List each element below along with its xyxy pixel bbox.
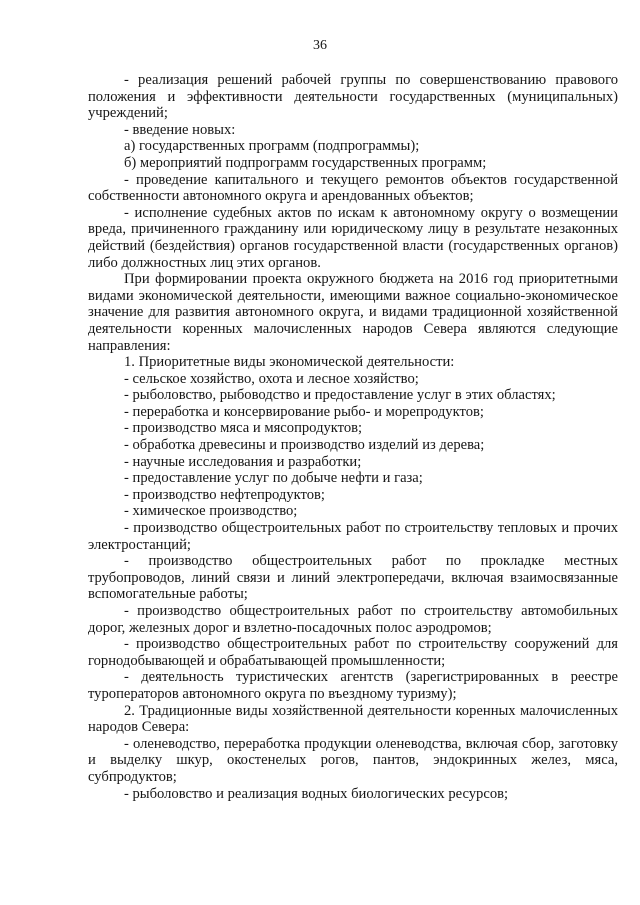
list-item: - химическое производство;: [124, 503, 298, 520]
document-body: [88, 72, 618, 802]
list-item: - предоставление услуг по добыче нефти и газа;: [124, 470, 423, 487]
paragraph-subprogram-measures: б) мероприятий подпрограмм государственных программ;: [124, 154, 487, 171]
list-item: - производство мяса и мясопродуктов;: [124, 420, 363, 437]
paragraph-court-acts: - исполнение судебных актов по искам к автономному округу о возмещении вреда, причиненного гражданину или юридическому лицу в результате незаконных действий (бездействия) органов государственной власти (государственных органов) либо должностных лиц этих органов.: [88, 204, 618, 271]
list-item: - научные исследования и разработки;: [124, 453, 362, 470]
paragraph-working-group: - реализация решений рабочей группы по совершенствованию правового положения и эффективности деятельности государственных (муниципальных) учреждений;: [88, 72, 618, 122]
paragraph-introduction-new: - введение новых:: [124, 121, 236, 138]
list-item: - сельское хозяйство, охота и лесное хозяйство;: [124, 370, 419, 387]
page-number: 36: [313, 38, 327, 53]
list-item: - производство общестроительных работ по строительству сооружений для горнодобывающей и обрабатывающей промышленности;: [88, 636, 618, 669]
list-item: - производство общестроительных работ по прокладке местных трубопроводов, линий связи и линий электропередачи, включая взаимосвязанные вспомогательные работы;: [88, 553, 618, 603]
list-item: - производство нефтепродуктов;: [124, 486, 325, 503]
list-item: - переработка и консервирование рыбо- и морепродуктов;: [124, 403, 484, 420]
list-item: - рыболовство, рыбоводство и предоставление услуг в этих областях;: [124, 387, 556, 404]
list-item: - деятельность туристических агентств (зарегистрированных в реестре туроператоров автономного округа по въездному туризму);: [88, 669, 618, 702]
list-item: - оленеводство, переработка продукции оленеводства, включая сбор, заготовку и выделку шкур, окостенелых рогов, пантов, эндокринных желез, мяса, субпродуктов;: [88, 735, 618, 785]
list-item: - рыболовство и реализация водных биологических ресурсов;: [124, 785, 509, 802]
list-item: - производство общестроительных работ по строительству автомобильных дорог, железных дорог и взлетно-посадочных полос аэродромов;: [88, 603, 618, 636]
paragraph-budget-formation: При формировании проекта окружного бюджета на 2016 год приоритетными видами экономической деятельности, имеющими важное социально-экономическое значение для развития автономного округа, и видами традиционной хозяйственной деятельности коренных малочисленных народов Севера являются следующие направления:: [88, 271, 618, 354]
paragraph-state-programs: а) государственных программ (подпрограммы);: [124, 138, 420, 155]
section-heading-traditional-activities: 2. Традиционные виды хозяйственной деятельности коренных малочисленных народов Севера:: [88, 702, 618, 736]
list-item: - производство общестроительных работ по строительству тепловых и прочих электростанций;: [88, 520, 618, 553]
list-item: - обработка древесины и производство изделий из дерева;: [124, 437, 485, 454]
paragraph-repairs: - проведение капитального и текущего ремонтов объектов государственной собственности автономного округа и арендованных объектов;: [88, 171, 618, 205]
section-heading-priority-activities: 1. Приоритетные виды экономической деятельности:: [124, 354, 455, 371]
